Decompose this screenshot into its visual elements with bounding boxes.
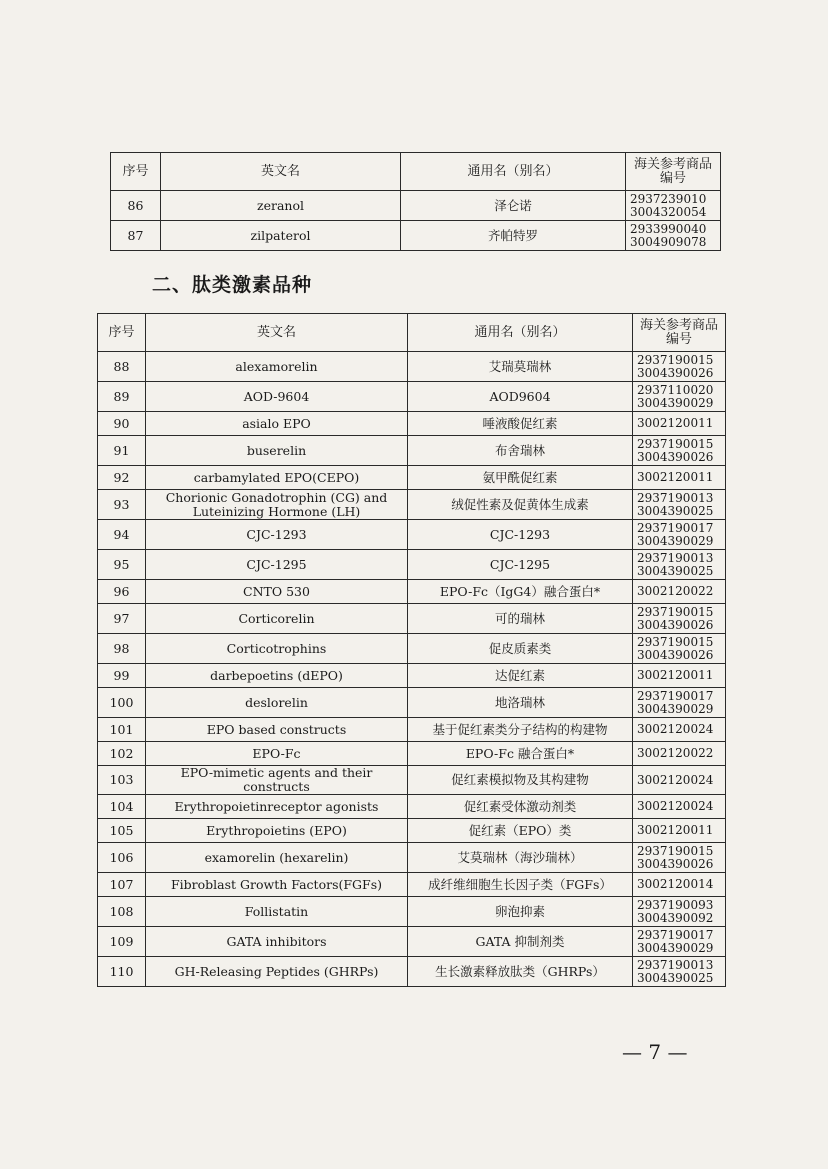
col-header-no: 序号 [111,153,161,191]
table-row [98,466,726,490]
chinese-name: 地洛瑞林 [408,688,633,718]
row-number: 92 [98,466,146,490]
row-number: 88 [98,352,146,382]
col-header-code [633,314,726,352]
table-peptide-hormones [97,313,726,987]
table-row [98,520,726,550]
chinese-name: 可的瑞林 [408,604,633,634]
table-row [98,412,726,436]
hs-codes [633,604,726,634]
hs-code: 3004390025 [637,563,714,578]
hs-code: 2937239010 [630,191,707,206]
english-name: asialo EPO [146,412,408,436]
chinese-name: 泽仑诺 [401,191,626,221]
chinese-name: 绒促性素及促黄体生成素 [408,490,633,520]
hs-code: 3002120011 [637,470,714,484]
hs-codes [633,718,726,742]
english-name: buserelin [146,436,408,466]
hs-code: 2937190013 [637,550,714,565]
row-number: 104 [98,795,146,819]
row-number: 90 [98,412,146,436]
table-row [98,634,726,664]
table-row [98,873,726,897]
hs-code: 2937190015 [637,352,714,367]
hs-codes [633,436,726,466]
chinese-name: EPO-Fc（IgG4）融合蛋白* [408,580,633,604]
english-name: CJC-1295 [146,550,408,580]
hs-codes [633,382,726,412]
hs-code: 3004390029 [637,701,714,716]
page-number: — 7 — [622,1040,688,1064]
english-name: Follistatin [146,897,408,927]
hs-codes [633,766,726,795]
section-title: 二、肽类激素品种 [152,274,313,296]
hs-code: 3004390092 [637,910,714,925]
chinese-name: CJC-1293 [408,520,633,550]
hs-code: 3002120011 [637,668,714,682]
hs-code: 2937190017 [637,927,714,942]
english-name: deslorelin [146,688,408,718]
table-row [98,580,726,604]
row-number: 110 [98,957,146,987]
table-row [98,664,726,688]
hs-codes [633,795,726,819]
english-name: GH-Releasing Peptides (GHRPs) [146,957,408,987]
row-number: 106 [98,843,146,873]
hs-codes [633,580,726,604]
hs-code: 3004390026 [637,449,714,464]
hs-code: 3002120011 [637,823,714,837]
hs-code: 3004320054 [630,204,707,219]
table-header-row [111,153,721,191]
hs-code: 2937190013 [637,957,714,972]
hs-codes [633,819,726,843]
hs-code: 2937110020 [637,382,714,397]
row-number: 98 [98,634,146,664]
table-row [98,436,726,466]
hs-codes [626,191,721,221]
english-name: EPO-mimetic agents and their constructs [146,766,408,795]
col-header-cn: 通用名（别名） [401,153,626,191]
table-row [98,766,726,795]
col-header-en: 英文名 [146,314,408,352]
row-number: 96 [98,580,146,604]
row-number: 102 [98,742,146,766]
chinese-name: 艾莫瑞林（海沙瑞林） [408,843,633,873]
hs-codes [626,221,721,251]
table-row [98,604,726,634]
table-row [98,490,726,520]
row-number: 108 [98,897,146,927]
col-header-no: 序号 [98,314,146,352]
hs-codes [633,352,726,382]
table-row [98,742,726,766]
hs-code: 3004390029 [637,395,714,410]
chinese-name: 齐帕特罗 [401,221,626,251]
hs-code: 2937190017 [637,520,714,535]
hs-codes [633,927,726,957]
col-header-cn: 通用名（别名） [408,314,633,352]
hs-code: 3002120014 [637,877,714,891]
row-number: 103 [98,766,146,795]
english-name: CNTO 530 [146,580,408,604]
hs-code: 3004390029 [637,940,714,955]
row-number: 94 [98,520,146,550]
chinese-name: 促皮质素类 [408,634,633,664]
english-name: EPO based constructs [146,718,408,742]
row-number: 91 [98,436,146,466]
english-name: Erythropoietins (EPO) [146,819,408,843]
col-header-code [626,153,721,191]
hs-code: 3004390029 [637,533,714,548]
chinese-name: CJC-1295 [408,550,633,580]
row-number: 101 [98,718,146,742]
table-row [98,688,726,718]
table-row [98,897,726,927]
hs-code: 3004390026 [637,365,714,380]
hs-code: 3004390025 [637,970,714,985]
hs-code: 3002120024 [637,722,714,736]
row-number: 99 [98,664,146,688]
hs-code: 2937190015 [637,634,714,649]
table-row [98,927,726,957]
chinese-name: 促红素模拟物及其构建物 [408,766,633,795]
row-number: 97 [98,604,146,634]
english-name: Fibroblast Growth Factors(FGFs) [146,873,408,897]
hs-code: 3004390025 [637,503,714,518]
table-row [98,957,726,987]
hs-code: 2937190015 [637,843,714,858]
row-number: 107 [98,873,146,897]
hs-code: 3002120024 [637,772,714,787]
hs-code: 2937190015 [637,436,714,451]
hs-codes [633,664,726,688]
hs-code: 2937190093 [637,897,714,912]
english-name: EPO-Fc [146,742,408,766]
chinese-name: 达促红素 [408,664,633,688]
row-number: 89 [98,382,146,412]
english-name: Corticotrophins [146,634,408,664]
hs-codes [633,957,726,987]
hs-codes [633,550,726,580]
hs-code: 3004390026 [637,856,714,871]
hs-codes [633,490,726,520]
row-number: 100 [98,688,146,718]
hs-code: 3002120024 [637,799,714,813]
hs-code: 3004390026 [637,617,714,632]
chinese-name: GATA 抑制剂类 [408,927,633,957]
english-name: examorelin (hexarelin) [146,843,408,873]
chinese-name: 促红素受体激动剂类 [408,795,633,819]
table-row [111,221,721,251]
english-name: CJC-1293 [146,520,408,550]
table-header-row [98,314,726,352]
chinese-name: 生长激素释放肽类（GHRPs） [408,957,633,987]
hs-code: 2937190015 [637,604,714,619]
row-number: 95 [98,550,146,580]
english-name: carbamylated EPO(CEPO) [146,466,408,490]
hs-code: 3002120022 [637,746,714,760]
hs-code: 3004909078 [630,234,707,249]
hs-codes [633,466,726,490]
chinese-name: EPO-Fc 融合蛋白* [408,742,633,766]
hs-codes [633,742,726,766]
english-name: AOD-9604 [146,382,408,412]
hs-code: 2937190017 [637,688,714,703]
table-row [98,550,726,580]
chinese-name: 唾液酸促红素 [408,412,633,436]
hs-codes [633,873,726,897]
row-number: 105 [98,819,146,843]
english-name: darbepoetins (dEPO) [146,664,408,688]
table-row [98,352,726,382]
chinese-name: 促红素（EPO）类 [408,819,633,843]
table-row [98,795,726,819]
hs-code: 3004390026 [637,647,714,662]
table-steroids-continued [110,152,721,251]
row-number: 87 [111,221,161,251]
chinese-name: 成纤维细胞生长因子类（FGFs） [408,873,633,897]
hs-codes [633,412,726,436]
hs-code: 2937190013 [637,490,714,505]
table-row [98,843,726,873]
hs-codes [633,897,726,927]
chinese-name: 氨甲酰促红素 [408,466,633,490]
hs-codes [633,520,726,550]
english-name: Chorionic Gonadotrophin (CG) and Luteinizing Hormone (LH) [146,490,408,520]
english-name: Erythropoietinreceptor agonists [146,795,408,819]
row-number: 86 [111,191,161,221]
hs-codes [633,688,726,718]
row-number: 93 [98,490,146,520]
english-name: GATA inhibitors [146,927,408,957]
english-name: Corticorelin [146,604,408,634]
chinese-name: AOD9604 [408,382,633,412]
table-row [98,819,726,843]
table-row [98,718,726,742]
col-header-code-text: 海关参考商品编号 [639,317,718,347]
english-name: zilpaterol [161,221,401,251]
chinese-name: 艾瑞莫瑞林 [408,352,633,382]
english-name: alexamorelin [146,352,408,382]
col-header-code-text: 海关参考商品编号 [633,156,712,186]
chinese-name: 布舍瑞林 [408,436,633,466]
hs-code: 3002120022 [637,584,714,598]
chinese-name: 卵泡抑素 [408,897,633,927]
chinese-name: 基于促红素类分子结构的构建物 [408,718,633,742]
row-number: 109 [98,927,146,957]
hs-code: 3002120011 [637,416,714,430]
col-header-en: 英文名 [161,153,401,191]
table-row [98,382,726,412]
hs-code: 2933990040 [630,221,707,236]
table-row [111,191,721,221]
hs-codes [633,843,726,873]
english-name: zeranol [161,191,401,221]
hs-codes [633,634,726,664]
